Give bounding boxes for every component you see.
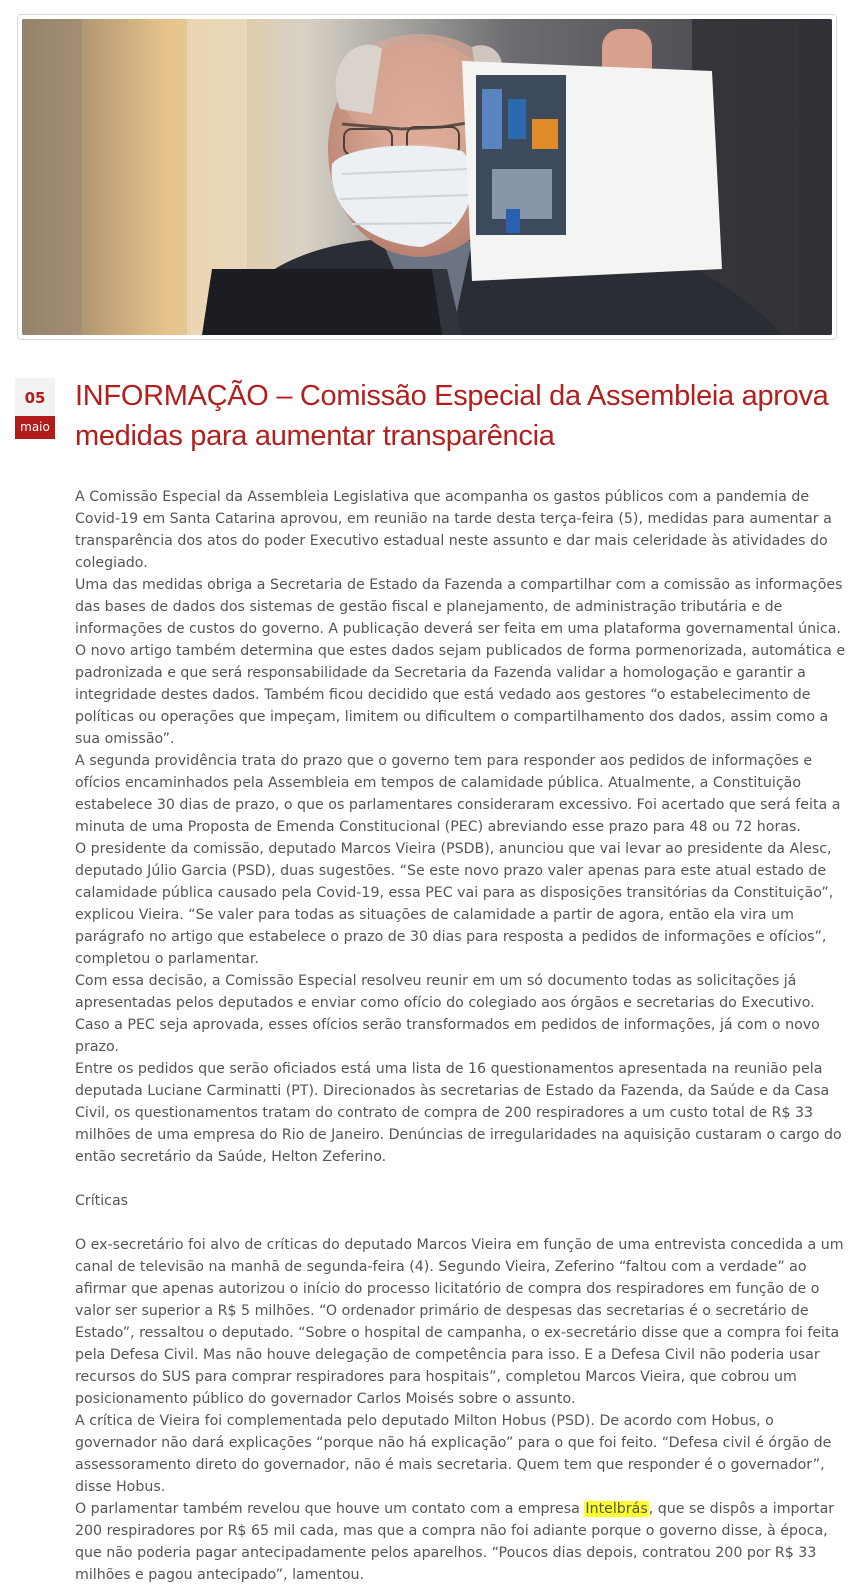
paragraph-text-end: , que se dispôs a importar 200 respiradores por R$ 65 mil cada, mas que a compra não foi adiante porque o governo disse, à época, que não poderia pagar antecipadamente pelos aparelhos. “Poucos dias depois, contratou 200 por R$ 33 milhões e pagou antecipado”, lamentou. [75, 1501, 835, 1583]
highlighted-company-name: Intelbrás [585, 1501, 648, 1517]
article-paragraph: O presidente da comissão, deputado Marcos Vieira (PSDB), anunciou que vai levar ao presidente da Alesc, deputado Júlio Garcia (PSD), duas sugestões. “Se este novo prazo valer apenas para este atual estado de calamidade pública causado pela Covid-19, essa PEC vai para as disposições transitórias da Constituição”, explicou Vieira. “Se valer para todas as situações de calamidade a partir de agora, então ela vira um parágrafo no artigo que estabelece o prazo de 30 dias para resposta a pedidos de informações e ofícios”, completou o parlamentar. [75, 841, 834, 967]
article-title: INFORMAÇÃO – Comissão Especial da Assembleia aprova medidas para aumentar transparência [75, 380, 829, 452]
hero-image-frame [17, 14, 837, 340]
article-paragraph-last [75, 1498, 850, 1586]
hero-photo [22, 19, 832, 335]
article-paragraph: A crítica de Vieira foi complementada pelo deputado Milton Hobus (PSD). De acordo com Hobus, o governador não dará explicações “porque não há explicação” para o que foi feito. “Defesa civil é órgão de assessoramento direto do governador, não é mais secretaria. Quem tem que responder é o governador”, disse Hobus. [75, 1413, 832, 1495]
post-date-badge [15, 378, 55, 439]
post-date-day: 05 [15, 378, 55, 416]
article-body [75, 486, 850, 1586]
article-subheading: Críticas [75, 1193, 129, 1209]
article-paragraph: O ex-secretário foi alvo de críticas do deputado Marcos Vieira em função de uma entrevista concedida a um canal de televisão na manhã de segunda-feira (4). Segundo Vieira, Zeferino “faltou com a verdade” ao afirmar que apenas autorizou o início do processo licitatório de compra dos respiradores em função de o valor ser superior a R$ 5 milhões. “O ordenador primário de despesas das secretarias é o secretário de Estado”, ressaltou o deputado. “Sobre o hospital de campanha, o ex-secretário disse que a compra foi feita pela Defesa Civil. Mas não houve delegação de competência para isso. E a Defesa Civil não poderia usar recursos do SUS para comprar respiradores para hospitais”, completou Marcos Vieira, que cobrou um posicionamento público do governador Carlos Moisés sobre o assunto. [75, 1237, 844, 1407]
post-date-month: maio [15, 416, 55, 439]
article-paragraph: A segunda providência trata do prazo que o governo tem para responder aos pedidos de informações e ofícios encaminhados pela Assembleia em tempos de calamidade pública. Atualmente, a Constituição estabelece 30 dias de prazo, o que os parlamentares consideraram excessivo. Foi acertado que será feita a minuta de uma Proposta de Emenda Constitucional (PEC) abreviando esse prazo para 48 ou 72 horas. [75, 753, 841, 835]
article-paragraph: Entre os pedidos que serão oficiados está uma lista de 16 questionamentos apresentada na reunião pela deputada Luciane Carminatti (PT). Direcionados às secretarias de Estado da Fazenda, da Saúde e da Casa Civil, os questionamentos tratam do contrato de compra de 200 respiradores a um custo total de R$ 33 milhões de uma empresa do Rio de Janeiro. Denúncias de irregularidades na aquisição custaram o cargo do então secretário da Saúde, Helton Zeferino. [75, 1061, 842, 1165]
article-paragraph: Com essa decisão, a Comissão Especial resolveu reunir em um só documento todas as solicitações já apresentadas pelos deputados e enviar como ofício do colegiado aos órgãos e secretarias do Executivo. Caso a PEC seja aprovada, esses ofícios serão transformados em pedidos de informações, já com o novo prazo. [75, 973, 820, 1055]
article-paragraph: A Comissão Especial da Assembleia Legislativa que acompanha os gastos públicos com a pandemia de Covid-19 em Santa Catarina aprovou, em reunião na tarde desta terça-feira (5), medidas para aumentar a transparência dos atos do poder Executivo estadual neste assunto e dar mais celeridade às atividades do colegiado. [75, 489, 832, 571]
article-paragraph: O novo artigo também determina que estes dados sejam publicados de forma pormenorizada, automática e padronizada e que será responsabilidade da Secretaria da Fazenda validar a homologação e garantir a integridade destes dados. Também ficou decidido que está vedado aos gestores “o estabelecimento de políticas ou operações que impeçam, limitem ou dificultem o compartilhamento dos dados, assim como a sua omissão”. [75, 643, 846, 747]
article-paragraph: Uma das medidas obriga a Secretaria de Estado da Fazenda a compartilhar com a comissão as informações das bases de dados dos sistemas de gestão fiscal e planejamento, de administração tributária e de informações de custos do governo. A publicação deverá ser feita em uma plataforma governamental única. [75, 577, 843, 637]
paragraph-text-start: O parlamentar também revelou que houve um contato com a empresa [75, 1501, 585, 1517]
